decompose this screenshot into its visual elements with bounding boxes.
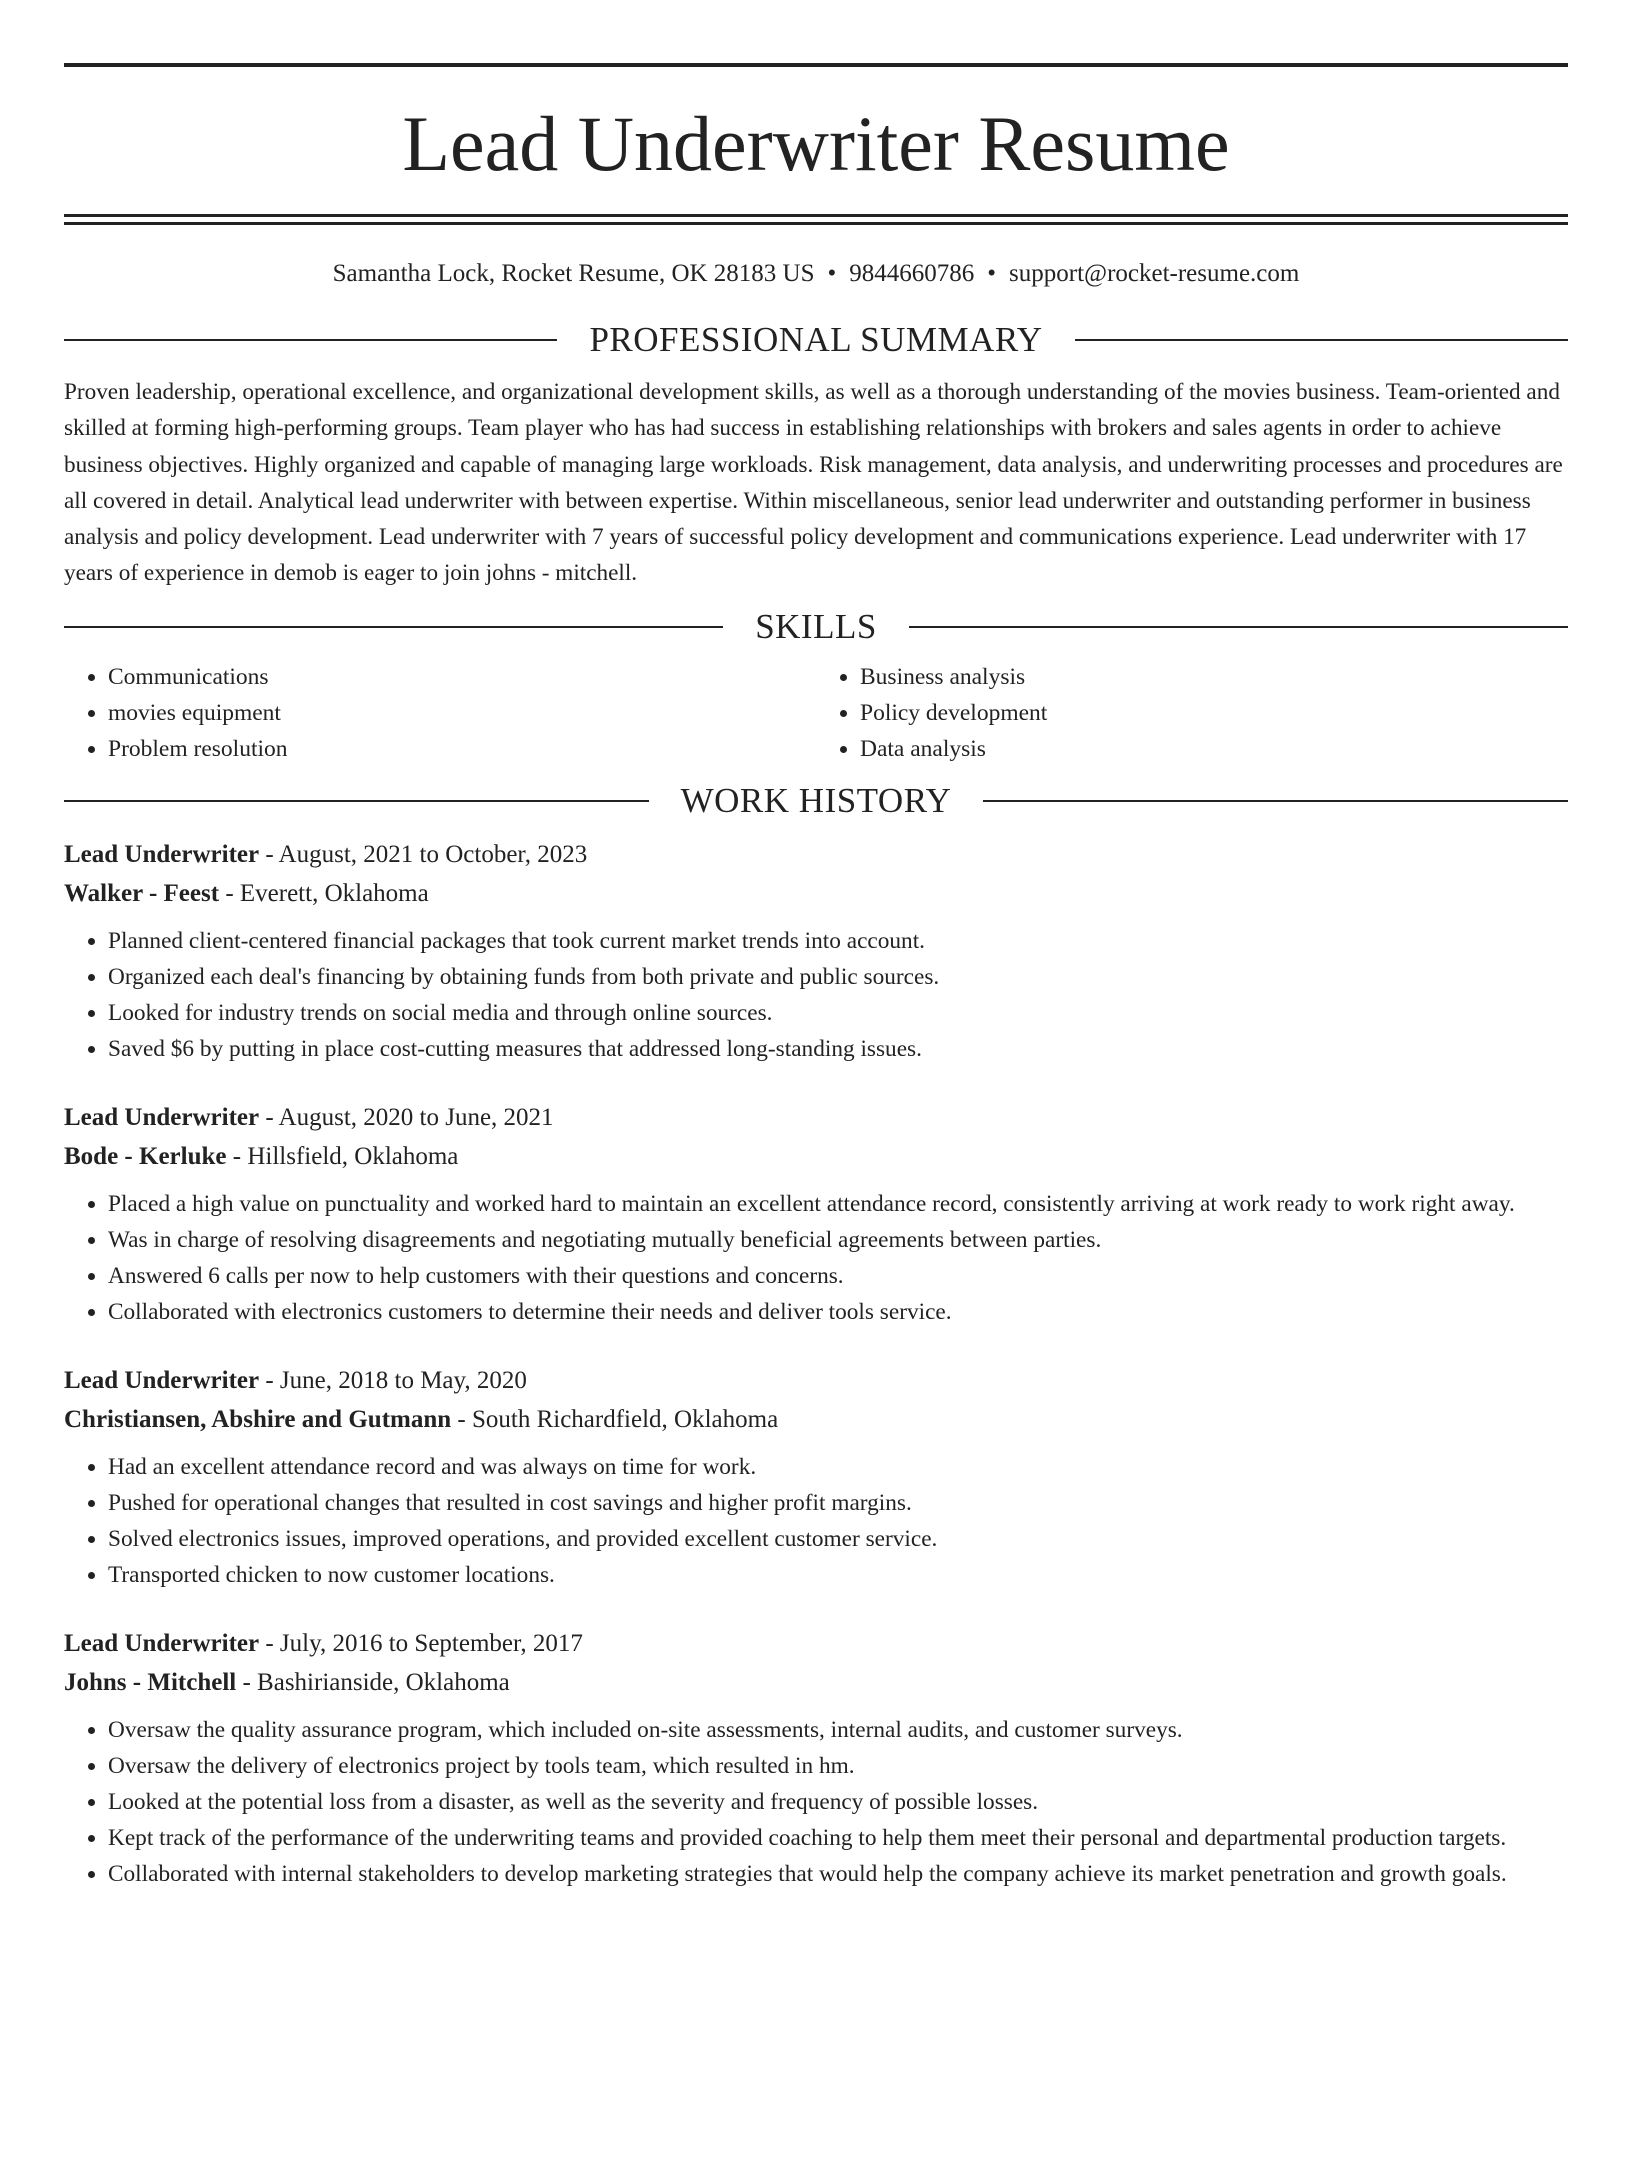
job-bullet: • Kept track of the performance of the underwriting teams and provided coaching to help them meet their personal and departmental production targets.: [108, 1820, 1568, 1856]
job-bullet: • Planned client-centered financial packages that took current market trends into account.: [108, 923, 1568, 959]
job-title: Lead Underwriter: [64, 1629, 260, 1657]
job-company: Bode - Kerluke: [64, 1142, 227, 1170]
skills-list: [64, 659, 1568, 767]
dash: -: [226, 1142, 248, 1170]
job-company: Christiansen, Abshire and Gutmann: [64, 1405, 452, 1433]
skill-item: • Policy development: [860, 695, 1568, 731]
job-bullet: • Looked for industry trends on social media and through online sources.: [108, 995, 1568, 1031]
job-dates: August, 2020 to June, 2021: [278, 1103, 554, 1131]
job-location: Everett, Oklahoma: [239, 879, 429, 907]
job-title-line: [64, 1098, 1568, 1137]
section-rule: [909, 626, 1568, 628]
job-title-line: [64, 835, 1568, 874]
dash: -: [259, 1366, 280, 1394]
job-bullet: • Oversaw the quality assurance program, which included on-site assessments, internal audits, and customer surveys.: [108, 1712, 1568, 1748]
section-rule: [64, 800, 649, 802]
job-company-line: [64, 1663, 1568, 1702]
contact-separator: •: [827, 260, 837, 287]
job-bullets: [64, 923, 1568, 1067]
section-rule: [1075, 339, 1568, 341]
job-title: Lead Underwriter: [64, 1366, 260, 1394]
skills-column-right: [816, 659, 1568, 767]
job-bullet: • Transported chicken to now customer locations.: [108, 1557, 1568, 1593]
job-bullets: [64, 1186, 1568, 1330]
contact-address: Samantha Lock, Rocket Resume, OK 28183 US: [332, 260, 815, 287]
page-title: Lead Underwriter Resume: [402, 100, 1230, 187]
job-title-line: [64, 1361, 1568, 1400]
dash: -: [236, 1668, 258, 1696]
job-bullet: • Oversaw the delivery of electronics project by tools team, which resulted in hm.: [108, 1748, 1568, 1784]
job-location: Hillsfield, Oklahoma: [247, 1142, 459, 1170]
contact-separator: •: [987, 260, 997, 287]
skills-heading: SKILLS: [755, 606, 877, 646]
job-bullets: [64, 1449, 1568, 1593]
job-bullet: • Answered 6 calls per now to help customers with their questions and concerns.: [108, 1258, 1568, 1294]
job-dates: June, 2018 to May, 2020: [279, 1366, 527, 1394]
job-title-line: [64, 1624, 1568, 1663]
work-heading: WORK HISTORY: [680, 780, 952, 820]
contact-phone: 9844660786: [849, 260, 975, 287]
skill-item: • Business analysis: [860, 659, 1568, 695]
job-company: Walker - Feest: [64, 879, 220, 907]
job-bullet: • Pushed for operational changes that resulted in cost savings and higher profit margins.: [108, 1485, 1568, 1521]
job-company-line: [64, 1137, 1568, 1176]
job-dates: August, 2021 to October, 2023: [278, 840, 588, 868]
job-entry: [64, 835, 1568, 1067]
dash: -: [219, 879, 240, 907]
job-dates: July, 2016 to September, 2017: [279, 1629, 583, 1657]
job-bullet: • Placed a high value on punctuality and worked hard to maintain an excellent attendance record, consistently arriving at work ready to work right away.: [108, 1186, 1568, 1222]
work-section-header: [64, 779, 1568, 823]
contact-email: support@rocket-resume.com: [1009, 260, 1300, 287]
job-location: South Richardfield, Oklahoma: [471, 1405, 779, 1433]
skills-section-header: [64, 605, 1568, 649]
dash: -: [259, 1103, 279, 1131]
skill-item: • Problem resolution: [108, 731, 816, 767]
job-company: Johns - Mitchell: [64, 1668, 237, 1696]
contact-line: [64, 257, 1568, 291]
section-rule: [983, 800, 1568, 802]
job-bullet: • Had an excellent attendance record and was always on time for work.: [108, 1449, 1568, 1485]
summary-heading: PROFESSIONAL SUMMARY: [589, 320, 1043, 359]
dash: -: [451, 1405, 472, 1433]
job-bullet: • Organized each deal's financing by obtaining funds from both private and public sources.: [108, 959, 1568, 995]
skill-item: • movies equipment: [108, 695, 816, 731]
job-bullet: • Was in charge of resolving disagreements and negotiating mutually beneficial agreements between parties.: [108, 1222, 1568, 1258]
resume-page: [0, 63, 1632, 2175]
work-history-list: [64, 835, 1568, 1892]
job-company-line: [64, 1400, 1568, 1439]
job-entry: [64, 1098, 1568, 1330]
job-title: Lead Underwriter: [64, 1103, 260, 1131]
top-rule: [64, 63, 1568, 67]
summary-section-header: [64, 318, 1568, 362]
job-bullets: [64, 1712, 1568, 1892]
job-bullet: • Looked at the potential loss from a disaster, as well as the severity and frequency of possible losses.: [108, 1784, 1568, 1820]
skill-item: • Communications: [108, 659, 816, 695]
skill-item: • Data analysis: [860, 731, 1568, 767]
job-bullet: • Collaborated with internal stakeholders to develop marketing strategies that would help the company achieve its market penetration and growth goals.: [108, 1856, 1568, 1892]
dash: -: [259, 1629, 280, 1657]
dash: -: [259, 840, 279, 868]
job-title: Lead Underwriter: [64, 840, 260, 868]
job-bullet: • Solved electronics issues, improved operations, and provided excellent customer service.: [108, 1521, 1568, 1557]
job-entry: [64, 1361, 1568, 1593]
job-entry: [64, 1624, 1568, 1892]
section-rule: [64, 339, 557, 341]
job-location: Bashirianside, Oklahoma: [257, 1668, 510, 1696]
skills-column-left: [64, 659, 816, 767]
job-company-line: [64, 874, 1568, 913]
job-bullet: • Collaborated with electronics customers to determine their needs and deliver tools service.: [108, 1294, 1568, 1330]
job-bullet: • Saved $6 by putting in place cost-cutting measures that addressed long-standing issues.: [108, 1031, 1568, 1067]
title-double-rule: [64, 214, 1568, 225]
section-rule: [64, 626, 723, 628]
summary-text: Proven leadership, operational excellence, and organizational development skills, as well as a thorough understanding of the movies business. Team-oriented and skilled at forming high-performing groups. Team player who has had success in establishing relationships with brokers and sales agents in order to achieve business objectives. Highly organized and capable of managing large workloads. Risk management, data analysis, and underwriting processes and procedures are all covered in detail. Analytical lead underwriter with between expertise. Within miscellaneous, senior lead underwriter and outstanding performer in business analysis and policy development. Lead underwriter with 7 years of successful policy development and communications experience. Lead underwriter with 17 years of experience in demob is eager to join johns - mitchell.: [64, 379, 1563, 587]
